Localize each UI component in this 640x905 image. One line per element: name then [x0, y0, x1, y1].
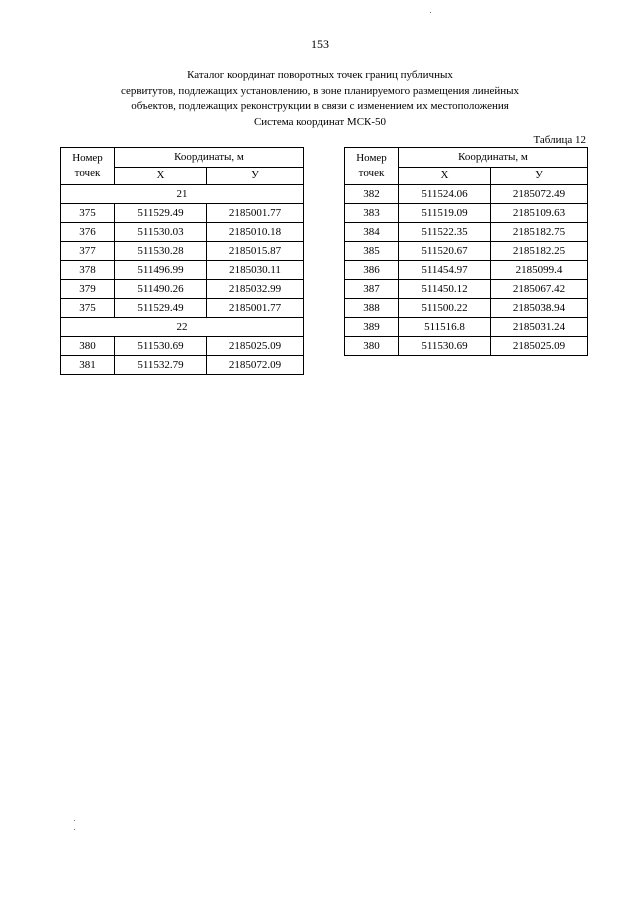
coordinates-table-right — [344, 147, 588, 356]
x-coordinate-cell: 511519.09 — [399, 204, 491, 223]
point-number-cell: 387 — [345, 280, 399, 299]
y-coordinate-cell: 2185182.25 — [491, 242, 588, 261]
table-row — [61, 299, 304, 318]
header-coordinates: Координаты, м — [399, 148, 588, 168]
x-coordinate-cell: 511520.67 — [399, 242, 491, 261]
table-body-right — [345, 185, 588, 356]
y-coordinate-cell: 2185032.99 — [207, 280, 304, 299]
x-coordinate-cell: 511454.97 — [399, 261, 491, 280]
page-number: 153 — [311, 37, 329, 51]
table-row — [345, 204, 588, 223]
x-coordinate-cell: 511490.26 — [115, 280, 207, 299]
point-number-cell: 383 — [345, 204, 399, 223]
table-row — [345, 299, 588, 318]
x-coordinate-cell: 511516.8 — [399, 318, 491, 337]
x-coordinate-cell: 511450.12 — [399, 280, 491, 299]
header-coordinates: Координаты, м — [115, 148, 304, 168]
x-coordinate-cell: 511529.49 — [115, 299, 207, 318]
y-coordinate-cell: 2185031.24 — [491, 318, 588, 337]
table-row — [345, 280, 588, 299]
point-number-cell: 377 — [61, 242, 115, 261]
point-number-cell: 381 — [61, 356, 115, 375]
point-number-cell: 375 — [61, 299, 115, 318]
point-number-cell: 389 — [345, 318, 399, 337]
point-number-cell: 382 — [345, 185, 399, 204]
group-row — [61, 318, 304, 337]
scan-speck — [430, 12, 431, 13]
x-coordinate-cell: 511524.06 — [399, 185, 491, 204]
x-coordinate-cell: 511530.28 — [115, 242, 207, 261]
scan-speck — [74, 829, 75, 830]
point-number-cell: 388 — [345, 299, 399, 318]
point-number-cell: 380 — [345, 337, 399, 356]
table-row — [345, 318, 588, 337]
table-row — [61, 261, 304, 280]
x-coordinate-cell: 511500.22 — [399, 299, 491, 318]
x-coordinate-cell: 511522.35 — [399, 223, 491, 242]
y-coordinate-cell: 2185025.09 — [491, 337, 588, 356]
point-number-cell: 380 — [61, 337, 115, 356]
title-line-2: сервитутов, подлежащих установлению, в зоне планируемого размещения линейных — [120, 84, 520, 97]
x-coordinate-cell: 511532.79 — [115, 356, 207, 375]
group-row — [61, 185, 304, 204]
y-coordinate-cell: 2185182.75 — [491, 223, 588, 242]
header-point-number: Номер точек — [61, 148, 115, 185]
x-coordinate-cell: 511530.69 — [399, 337, 491, 356]
y-coordinate-cell: 2185109.63 — [491, 204, 588, 223]
title-line-3: объектов, подлежащих реконструкции в связи с изменением их местоположения — [131, 100, 509, 112]
table-row — [345, 337, 588, 356]
y-coordinate-cell: 2185010.18 — [207, 223, 304, 242]
point-number-cell: 384 — [345, 223, 399, 242]
x-coordinate-cell: 511530.69 — [115, 337, 207, 356]
point-number-cell: 378 — [61, 261, 115, 280]
y-coordinate-cell: 2185072.49 — [491, 185, 588, 204]
header-y: У — [491, 167, 588, 184]
y-coordinate-cell: 2185067.42 — [491, 280, 588, 299]
y-coordinate-cell: 2185001.77 — [207, 204, 304, 223]
header-x: X — [399, 167, 491, 184]
header-x: X — [115, 167, 207, 184]
y-coordinate-cell: 2185025.09 — [207, 337, 304, 356]
table-row — [345, 242, 588, 261]
x-coordinate-cell: 511530.03 — [115, 223, 207, 242]
y-coordinate-cell: 2185099.4 — [491, 261, 588, 280]
y-coordinate-cell: 2185030.11 — [207, 261, 304, 280]
x-coordinate-cell: 511496.99 — [115, 261, 207, 280]
table-row — [61, 242, 304, 261]
table-row — [61, 223, 304, 242]
header-y: У — [207, 167, 304, 184]
title-line-4: Система координат МСК-50 — [253, 115, 387, 128]
table-caption: Таблица 12 — [533, 134, 586, 146]
header-point-number: Номер точек — [345, 148, 399, 185]
y-coordinate-cell: 2185038.94 — [491, 299, 588, 318]
table-row — [61, 204, 304, 223]
coordinates-table-left — [60, 147, 304, 375]
document-title — [60, 68, 580, 130]
title-line-1: Каталог координат поворотных точек границ публичных — [187, 69, 453, 81]
point-number-cell: 386 — [345, 261, 399, 280]
point-number-cell: 375 — [61, 204, 115, 223]
table-row — [345, 185, 588, 204]
y-coordinate-cell: 2185015.87 — [207, 242, 304, 261]
y-coordinate-cell: 2185072.09 — [207, 356, 304, 375]
x-coordinate-cell: 511529.49 — [115, 204, 207, 223]
y-coordinate-cell: 2185001.77 — [207, 299, 304, 318]
point-number-cell: 376 — [61, 223, 115, 242]
group-label: 21 — [61, 185, 304, 204]
table-row — [345, 223, 588, 242]
group-label: 22 — [61, 318, 304, 337]
point-number-cell: 385 — [345, 242, 399, 261]
table-row — [61, 337, 304, 356]
table-row — [345, 261, 588, 280]
table-body-left — [61, 185, 304, 375]
point-number-cell: 379 — [61, 280, 115, 299]
table-row — [61, 280, 304, 299]
table-row — [61, 356, 304, 375]
scan-speck — [74, 820, 75, 821]
